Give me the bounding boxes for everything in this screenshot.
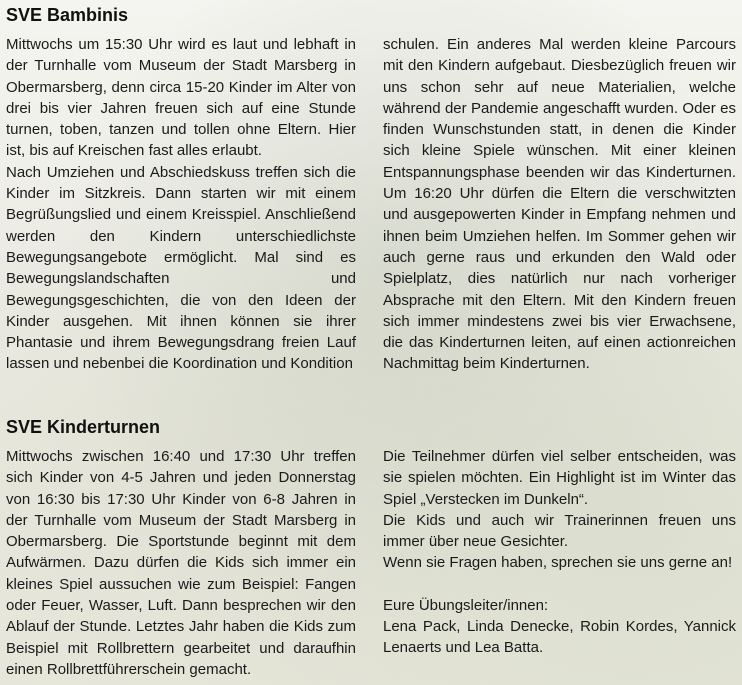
section-title-bambinis: SVE Bambinis bbox=[6, 5, 129, 25]
paragraph: Die Teilnehmer dürfen viel selber entscheiden, was sie spielen möchten. Ein Highlight ist im Winter das Spiel „Verstecken im Dunkeln“. bbox=[383, 448, 736, 508]
paragraph: Nach Umziehen und Abschiedskuss treffen sich die Kinder im Sitzkreis. Dann starten wir mit einem Begrüßungslied und einem Kreisspiel. Anschließend werden den Kindern unterschiedlichste Bewegungsangebote ermöglicht. Mal sind es Bewegungslandschaften und Bewegungsgeschichten, die von den Ideen der Kinder ausgehen. Mit ihnen können sie ihrer Phantasie und ihrem Bewegungsdrang freien Lauf lassen und nebenbei die Koordination und Kondition bbox=[6, 163, 356, 373]
column-left bbox=[6, 446, 356, 680]
paragraph: Mittwochs zwischen 16:40 und 17:30 Uhr treffen sich Kinder von 4-5 Jahren und jeden Donnerstag von 16:30 bis 17:30 Uhr Kinder von 6-8 Jahren in der Turnhalle vom Museum der Stadt Marsberg in Obermarsberg. Die Sportstunde beginnt mit dem Aufwärmen. Dazu dürfen die Kids sich immer ein kleines Spiel aussuchen wie zum Beispiel: Fangen oder Feuer, Wasser, Luft. Dann besprechen wir den Ablauf der Stunde. Letztes Jahr haben die Kids zum Beispiel mit Rollbrettern gearbeitet und daraufhin einen Rollbrettführerschein gemacht. bbox=[6, 448, 356, 678]
section-kinderturnen bbox=[6, 416, 736, 680]
leaders-label: Eure Übungsleiter/innen: bbox=[383, 596, 549, 614]
section-bambinis bbox=[6, 4, 736, 375]
paragraph: Mittwochs um 15:30 Uhr wird es laut und lebhaft in der Turnhalle vom Museum der Stadt Marsberg in Obermarsberg, denn circa 15-20 Kinder im Alter von drei bis vier Jahren freuen sich auf eine Stunde turnen, toben, tanzen und tollen ohne Eltern. Hier ist, bis auf Kreischen fast alles erlaubt. bbox=[6, 36, 356, 160]
column-right bbox=[383, 446, 736, 680]
column-left bbox=[6, 34, 356, 375]
columns-bambinis bbox=[6, 34, 736, 375]
column-right bbox=[383, 34, 736, 375]
paragraph: schulen. Ein anderes Mal werden kleine Parcours mit den Kindern aufgebaut. Diesbezüglich freuen wir uns schon sehr auf neue Materialien, welche während der Pandemie angeschafft wurden. Oder es finden Wunschstunden statt, in denen die Kinder sich kleine Spiele wünschen. Mit einer kleinen Entspannungsphase beenden wir das Kinderturnen. Um 16:20 Uhr dürfen die Eltern die verschwitzten und ausgepowerten Kinder in Empfang nehmen und ihnen beim Umziehen helfen. Im Sommer gehen wir auch gerne raus und erkunden den Wald oder Spielplatz, dies natürlich nur nach vorheriger Absprache mit den Eltern. Mit den Kindern freuen sich immer mindestens zwei bis vier Erwachsene, die das Kinderturnen leiten, auf einen actionreichen Nachmittag beim Kinderturnen. bbox=[383, 36, 736, 373]
section-title-kinderturnen: SVE Kinderturnen bbox=[6, 417, 161, 437]
paragraph: Wenn sie Fragen haben, sprechen sie uns gerne an! bbox=[383, 554, 733, 572]
paragraph: Die Kids und auch wir Trainerinnen freuen uns immer über neue Gesichter. bbox=[383, 511, 736, 551]
spacer bbox=[383, 574, 736, 595]
columns-kinderturnen bbox=[6, 446, 736, 680]
leaders-names: Lena Pack, Linda Denecke, Robin Kordes, Yannick Lenaerts und Lea Batta. bbox=[383, 618, 736, 657]
